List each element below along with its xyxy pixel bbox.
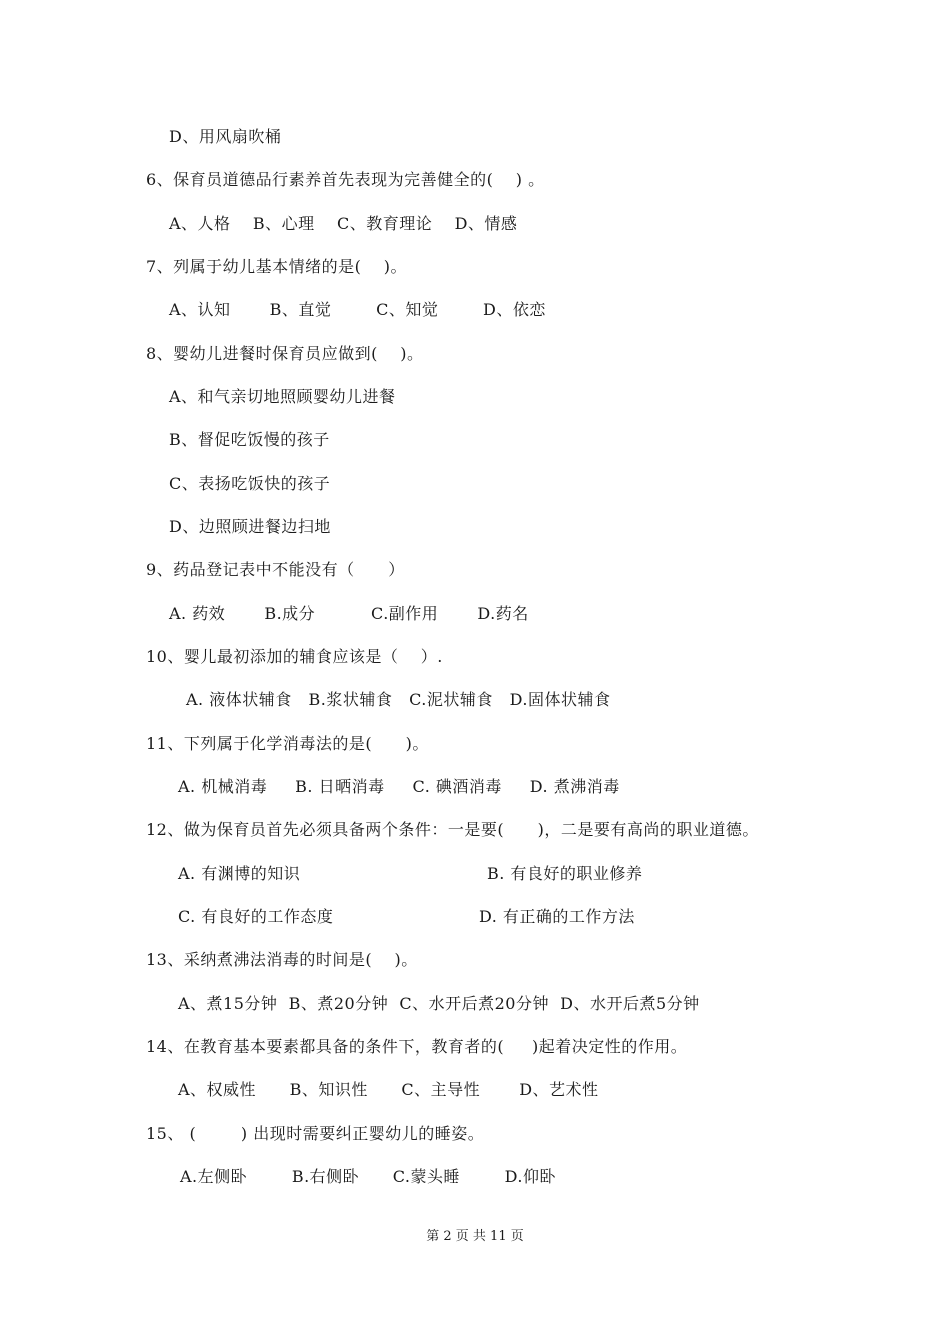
q9-question: 9、药品登记表中不能没有（ ） <box>146 560 405 579</box>
q7-options: A、认知 B、直觉 C、知觉 D、依恋 <box>169 300 546 319</box>
q14-options: A、权威性 B、知识性 C、主导性 D、艺术性 <box>178 1080 599 1099</box>
q10-options: A. 液体状辅食 B.浆状辅食 C.泥状辅食 D.固体状辅食 <box>186 690 611 709</box>
q11-options: A. 机械消毒 B. 日晒消毒 C. 碘酒消毒 D. 煮沸消毒 <box>178 777 620 796</box>
q12-question: 12、做为保育员首先必须具备两个条件：一是要( )，二是要有高尚的职业道德。 <box>146 820 759 839</box>
q14-question: 14、在教育基本要素都具备的条件下，教育者的( )起着决定性的作用。 <box>146 1037 688 1056</box>
q15-question: 15、 ( ) 出现时需要纠正婴幼儿的睡姿。 <box>146 1124 485 1143</box>
q10-question: 10、婴儿最初添加的辅食应该是（ ）. <box>146 647 443 666</box>
q11-question: 11、下列属于化学消毒法的是( )。 <box>146 734 429 753</box>
q13-options: A、煮15分钟 B、煮20分钟 C、水开后煮20分钟 D、水开后煮5分钟 <box>178 994 700 1013</box>
q9-options: A. 药效 B.成分 C.副作用 D.药名 <box>169 604 529 623</box>
q12-option-b: B. 有良好的职业修养 <box>487 864 643 883</box>
q13-question: 13、采纳煮沸法消毒的时间是( )。 <box>146 950 418 969</box>
page-footer: 第 2 页 共 11 页 <box>426 1229 524 1244</box>
q12-option-d: D. 有正确的工作方法 <box>479 907 635 926</box>
q8-question: 8、婴幼儿进餐时保育员应做到( )。 <box>146 344 424 363</box>
q6-options: A、人格 B、心理 C、教育理论 D、情感 <box>169 214 518 233</box>
q5-option-d: D、用风扇吹桶 <box>169 127 282 146</box>
q15-options: A.左侧卧 B.右侧卧 C.蒙头睡 D.仰卧 <box>180 1167 556 1186</box>
q8-option-c: C、表扬吃饭快的孩子 <box>169 474 331 493</box>
q8-option-b: B、督促吃饭慢的孩子 <box>169 430 330 449</box>
q12-option-c: C. 有良好的工作态度 <box>178 907 334 926</box>
q8-option-d: D、边照顾进餐边扫地 <box>169 517 331 536</box>
q8-option-a: A、和气亲切地照顾婴幼儿进餐 <box>169 387 396 406</box>
q7-question: 7、列属于幼儿基本情绪的是( )。 <box>146 257 408 276</box>
q6-question: 6、保育员道德品行素养首先表现为完善健全的( ) 。 <box>146 170 545 189</box>
q12-option-a: A. 有渊博的知识 <box>178 864 301 883</box>
